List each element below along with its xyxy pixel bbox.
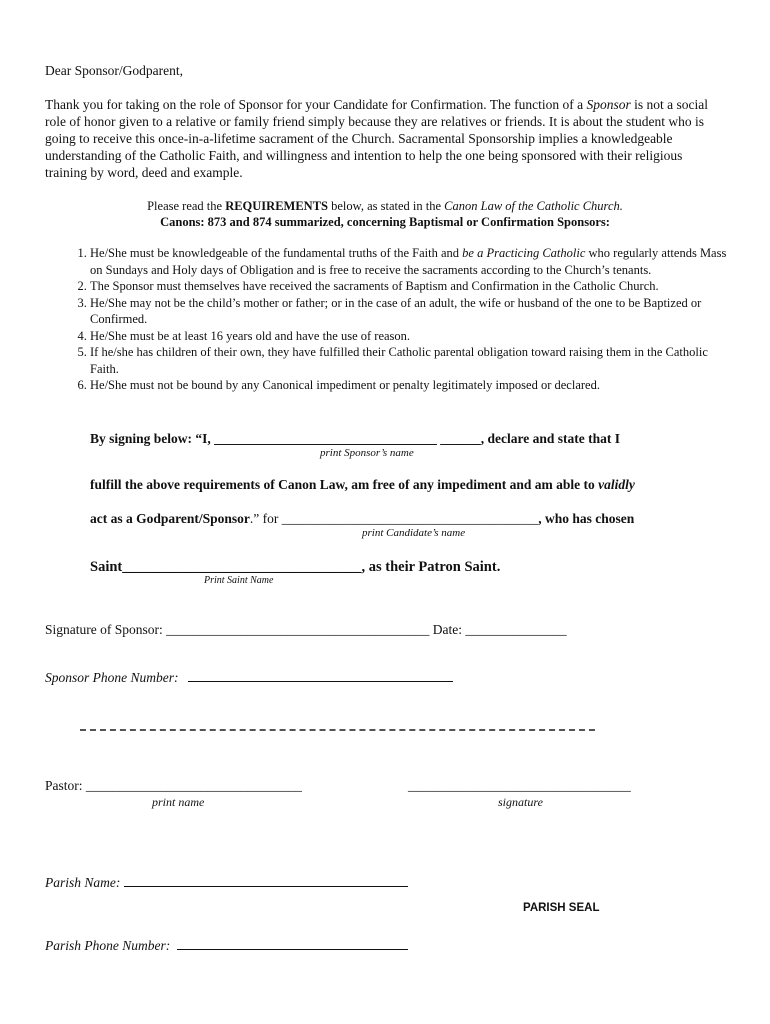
caption-candidate-name: print Candidate’s name bbox=[362, 527, 466, 539]
parish-name-underline bbox=[124, 886, 408, 887]
requirements-list bbox=[45, 245, 730, 394]
parish-phone-label: Parish Phone Number: bbox=[45, 938, 171, 953]
read-note-text-2: below, as stated in the bbox=[327, 199, 445, 213]
parish-name-label: Parish Name: bbox=[45, 875, 121, 890]
declaration-line-3 bbox=[90, 510, 634, 527]
requirement-1-text-b: who regularly attends Mass on Sundays and Holy days of Obligation and is free to receive the sacraments according to the Church’s tenants. bbox=[90, 246, 727, 277]
requirement-6: 6. He/She must not be bound by any Canonical impediment or penalty legitimately imposed or declared. bbox=[90, 377, 730, 394]
read-note-text-1: Please read the bbox=[147, 199, 226, 213]
caption-signature: signature bbox=[498, 795, 543, 809]
declaration-line-4: Saint_________________________________, as their Patron Saint. bbox=[90, 559, 501, 575]
requirement-1-emphasis: be a Practicing Catholic bbox=[462, 246, 586, 260]
pastor-print-name-line: Pastor: ________________________________ bbox=[45, 778, 302, 793]
sponsor-phone-underline bbox=[188, 681, 453, 682]
declaration-who-has-chosen: , who has chosen bbox=[538, 511, 635, 526]
read-note-requirements: REQUIREMENTS bbox=[225, 199, 328, 213]
candidate-name-blank: ______________________________________ bbox=[281, 511, 539, 526]
declaration-line-1: By signing below: “I, _________________________________ ______, declare and state that I bbox=[90, 431, 621, 446]
parish-seal-label: PARISH SEAL bbox=[523, 902, 600, 914]
caption-sponsor-name: print Sponsor’s name bbox=[320, 447, 414, 459]
declaration-line-2 bbox=[90, 476, 635, 493]
pastor-signature-line: _________________________________ bbox=[408, 778, 631, 793]
declaration-line-2-text: fulfill the above requirements of Canon Law, am free of any impediment and am able to bbox=[90, 477, 599, 492]
requirement-5: 5. If he/she has children of their own, they have fulfilled their Catholic parental obligation toward raising them in the Catholic Faith. bbox=[90, 344, 730, 377]
intro-paragraph bbox=[45, 96, 725, 181]
requirement-1 bbox=[90, 245, 730, 278]
greeting: Dear Sponsor/Godparent, bbox=[45, 63, 183, 78]
requirement-1-text-a: He/She must be knowledgeable of the fundamental truths of the Faith and bbox=[90, 246, 463, 260]
intro-emphasis-sponsor: Sponsor bbox=[586, 97, 631, 112]
requirement-2: 2. The Sponsor must themselves have received the sacraments of Baptism and Confirmation in the Catholic Church. bbox=[90, 278, 730, 295]
caption-print-name: print name bbox=[152, 795, 205, 809]
read-note bbox=[45, 198, 725, 215]
sponsor-phone-label: Sponsor Phone Number: bbox=[45, 670, 179, 685]
declaration-validly: validly bbox=[598, 477, 635, 492]
requirement-3: 3. He/She may not be the child’s mother or father; or in the case of an adult, the wife or husband of the one to be Baptized or Confirmed. bbox=[90, 295, 730, 328]
intro-text-2: is not a social role of honor given to a relative or family friend simply because they are relatives or friends. It is about the student who is going to receive this once-in-a-lifetime sacrament of the Church. Sacramental Sponsorship implies a knowledgeable understanding of the Catholic Faith, and willingness and intention to help the one being sponsored with their religious training by word, deed and example. bbox=[45, 97, 709, 180]
read-note-canon-law: Canon Law of the Catholic Church. bbox=[444, 199, 623, 213]
declaration-for: .” for bbox=[249, 511, 282, 526]
parish-phone-underline bbox=[177, 949, 408, 950]
requirement-4: 4. He/She must be at least 16 years old and have the use of reason. bbox=[90, 328, 730, 345]
canons-heading: Canons: 873 and 874 summarized, concerning Baptismal or Confirmation Sponsors: bbox=[160, 215, 610, 229]
sponsor-signature-line: Signature of Sponsor: _______________________________________ Date: _______________ bbox=[45, 622, 567, 637]
separator-dashed-line bbox=[80, 729, 595, 731]
declaration-godparent: act as a Godparent/Sponsor bbox=[90, 511, 250, 526]
intro-text-1: Thank you for taking on the role of Sponsor for your Candidate for Confirmation. The function of a bbox=[45, 97, 587, 112]
caption-saint-name: Print Saint Name bbox=[204, 575, 274, 586]
